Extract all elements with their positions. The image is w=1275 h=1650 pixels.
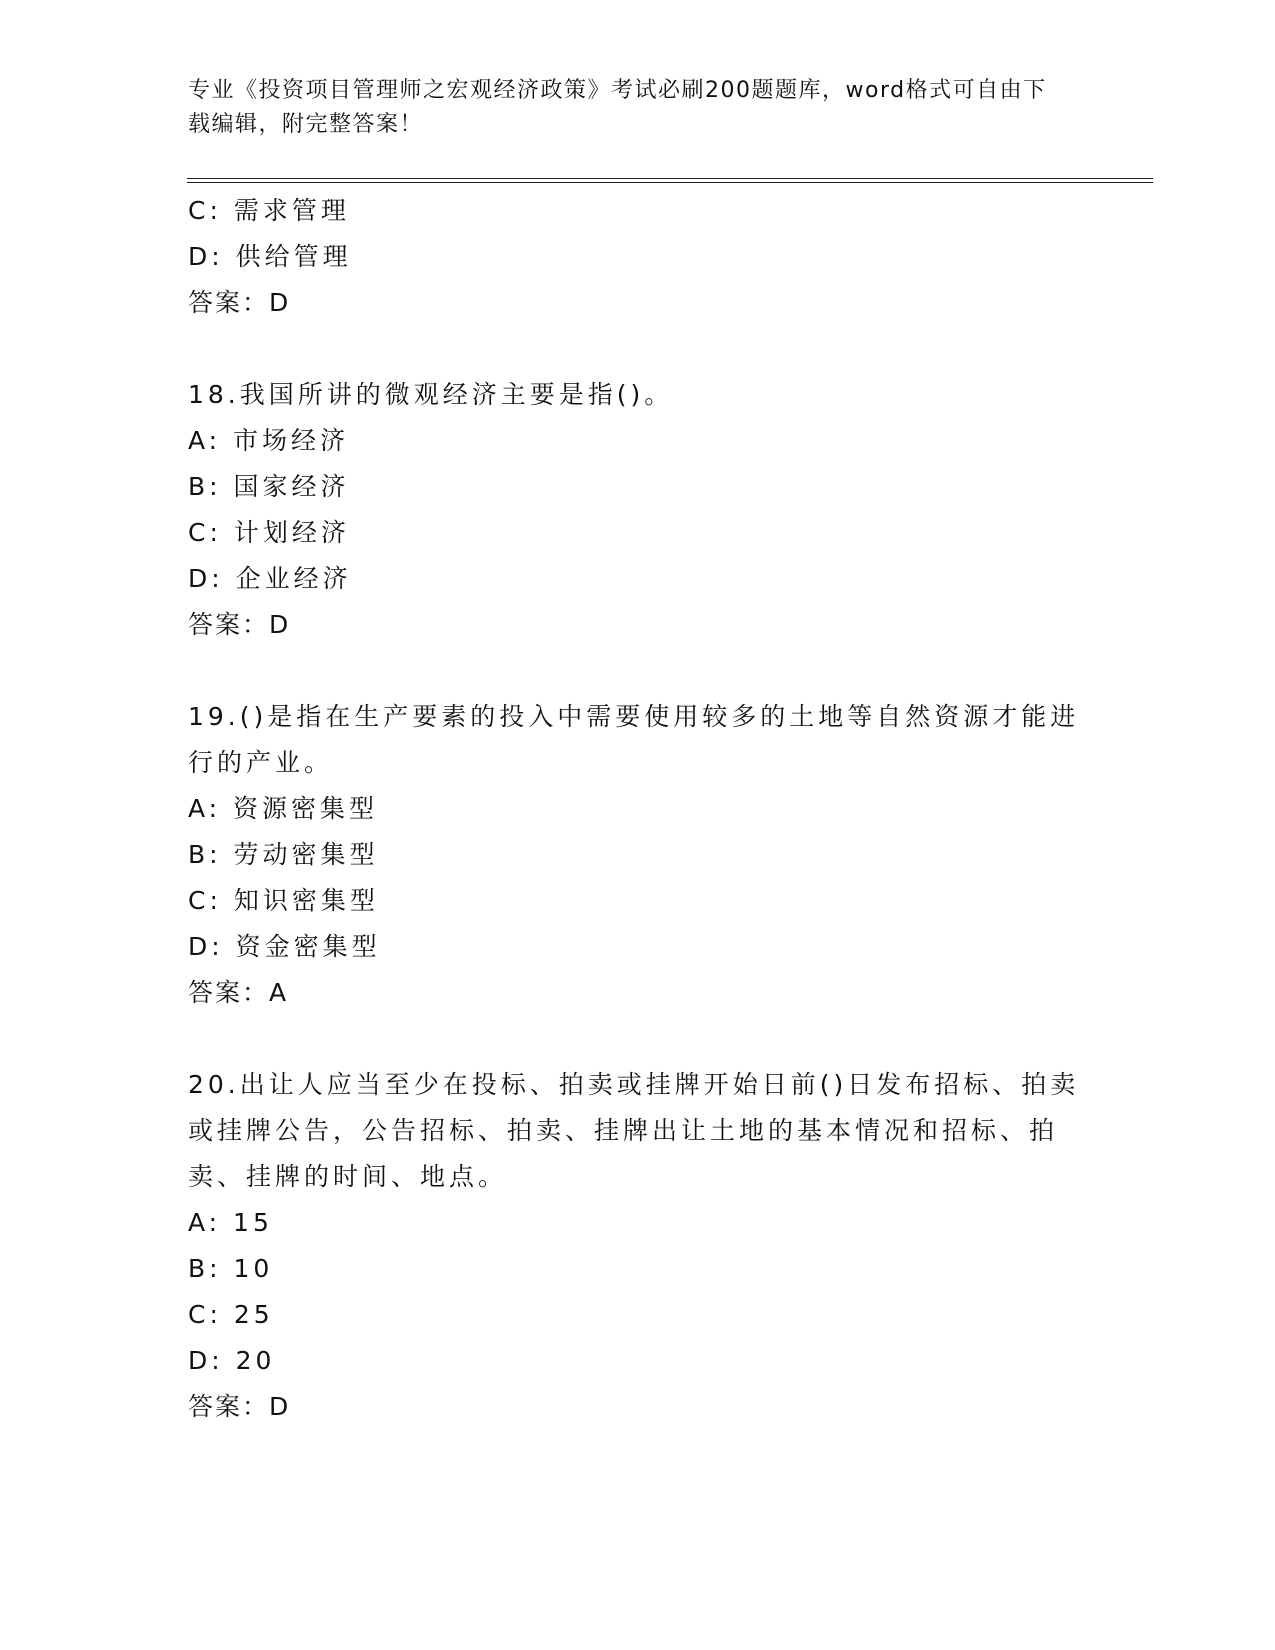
answer-line: 答案：D xyxy=(188,288,291,317)
option-b: B: 国家经济 xyxy=(188,472,350,501)
option-b: B: 劳动密集型 xyxy=(188,840,379,869)
document-body xyxy=(188,188,1088,1430)
option-d: D: 资金密集型 xyxy=(188,932,381,961)
document-header xyxy=(188,74,1068,142)
question-stem: 18.我国所讲的微观经济主要是指()。 xyxy=(188,380,674,409)
answer-line: 答案：A xyxy=(188,978,289,1007)
option-a: A: 资源密集型 xyxy=(188,794,379,823)
question-stem: 19.()是指在生产要素的投入中需要使用较多的土地等自然资源才能进行的产业。 xyxy=(188,702,1080,777)
option-d: D: 20 xyxy=(188,1346,276,1375)
option-c: C: 知识密集型 xyxy=(188,886,379,915)
question-17-tail xyxy=(188,188,1088,326)
question-stem: 20.出让人应当至少在投标、拍卖或挂牌开始日前()日发布招标、拍卖或挂牌公告，公告招标、拍卖、挂牌出让土地的基本情况和招标、拍卖、挂牌的时间、地点。 xyxy=(188,1070,1080,1191)
option-d: D: 企业经济 xyxy=(188,564,352,593)
header-text: 专业《投资项目管理师之宏观经济政策》考试必刷200题题库，word格式可自由下载编辑，附完整答案！ xyxy=(188,78,1047,137)
option-d: D: 供给管理 xyxy=(188,242,352,271)
answer-line: 答案：D xyxy=(188,1392,291,1421)
option-a: A: 15 xyxy=(188,1208,273,1237)
option-c: C: 25 xyxy=(188,1300,274,1329)
header-double-rule xyxy=(187,178,1153,183)
answer-line: 答案：D xyxy=(188,610,291,639)
option-b: B: 10 xyxy=(188,1254,274,1283)
question-19 xyxy=(188,694,1088,1016)
question-20 xyxy=(188,1062,1088,1430)
question-18 xyxy=(188,372,1088,648)
option-c: C: 计划经济 xyxy=(188,518,350,547)
option-c: C: 需求管理 xyxy=(188,196,350,225)
option-a: A: 市场经济 xyxy=(188,426,350,455)
